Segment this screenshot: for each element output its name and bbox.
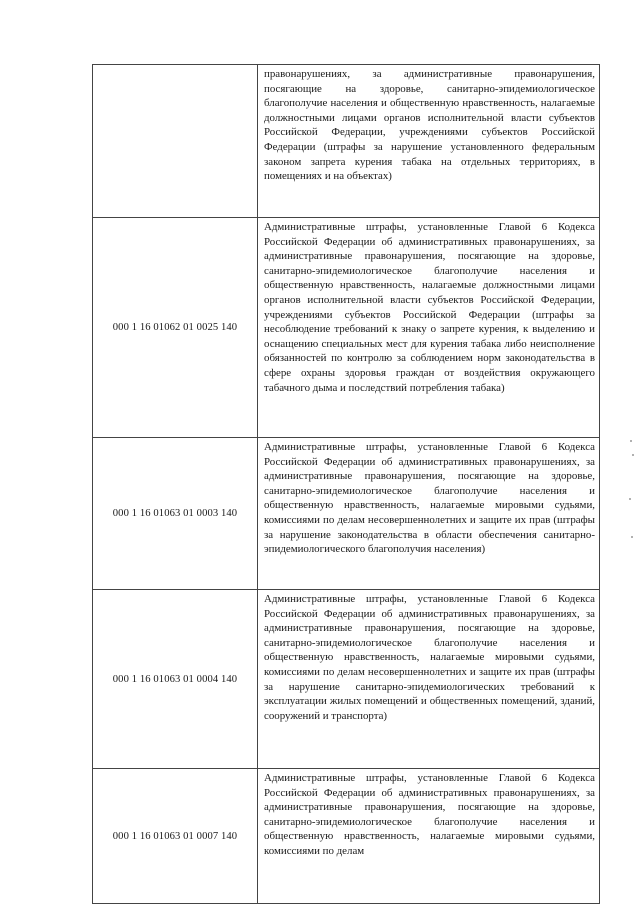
table-row (93, 65, 600, 218)
budget-code-cell (93, 65, 258, 218)
description-cell: правонарушениях, за административные правонарушения, посягающие на здоровье, санитарно-эпидемиологическое благополучие населения и общественную нравственность, налагаемые должностными лицами органов исполнительной власти субъектов Российской Федерации, учреждениями субъектов Российской Федерации (штрафы за нарушение установленного федеральным законом запрета курения табака на отдельных территориях, в помещениях и на объектах) (258, 65, 600, 218)
description-cell: Административные штрафы, установленные Главой 6 Кодекса Российской Федерации об административных правонарушениях, за административные правонарушения, посягающие на здоровье, санитарно-эпидемиологическое благополучие населения и общественную нравственность, налагаемые должностными лицами органов исполнительной власти субъектов Российской Федерации, учреждениями субъектов Российской Федерации (штрафы за несоблюдение требований к знаку о запрете курения, к выделению и оснащению специальных мест для курения табака либо неисполнение обязанностей по контролю за соблюдением норм законодательства в сфере охраны здоровья граждан от воздействия окружающего табачного дыма и последствий потребления табака) (258, 218, 600, 438)
description-cell: Административные штрафы, установленные Главой 6 Кодекса Российской Федерации об административных правонарушениях, за административные правонарушения, посягающие на здоровье, санитарно-эпидемиологическое благополучие населения и общественную нравственность, налагаемые мировыми судьями, комиссиями по делам (258, 769, 600, 904)
budget-code-cell: 000 1 16 01062 01 0025 140 (93, 218, 258, 438)
budget-code-cell: 000 1 16 01063 01 0003 140 (93, 438, 258, 590)
scan-margin-marks (626, 440, 640, 560)
table-row (93, 769, 600, 904)
description-cell: Административные штрафы, установленные Главой 6 Кодекса Российской Федерации об административных правонарушениях, за административные правонарушения, посягающие на здоровье, санитарно-эпидемиологическое благополучие населения и общественную нравственность, налагаемые мировыми судьями, комиссиями по делам несовершеннолетних и защите их прав (штрафы за нарушение законодательства в области обеспечения санитарно-эпидемиологического благополучия населения) (258, 438, 600, 590)
budget-code-cell: 000 1 16 01063 01 0007 140 (93, 769, 258, 904)
budget-codes-table (92, 64, 600, 904)
table-row (93, 590, 600, 769)
description-cell: Административные штрафы, установленные Главой 6 Кодекса Российской Федерации об административных правонарушениях, за административные правонарушения, посягающие на здоровье, санитарно-эпидемиологическое благополучие населения и общественную нравственность, налагаемые мировыми судьями, комиссиями по делам несовершеннолетних и защите их прав (штрафы за нарушение санитарно-эпидемиологических требований к эксплуатации жилых помещений и общественных помещений, зданий, сооружений и транспорта) (258, 590, 600, 769)
table-row (93, 438, 600, 590)
table-row (93, 218, 600, 438)
budget-code-cell: 000 1 16 01063 01 0004 140 (93, 590, 258, 769)
